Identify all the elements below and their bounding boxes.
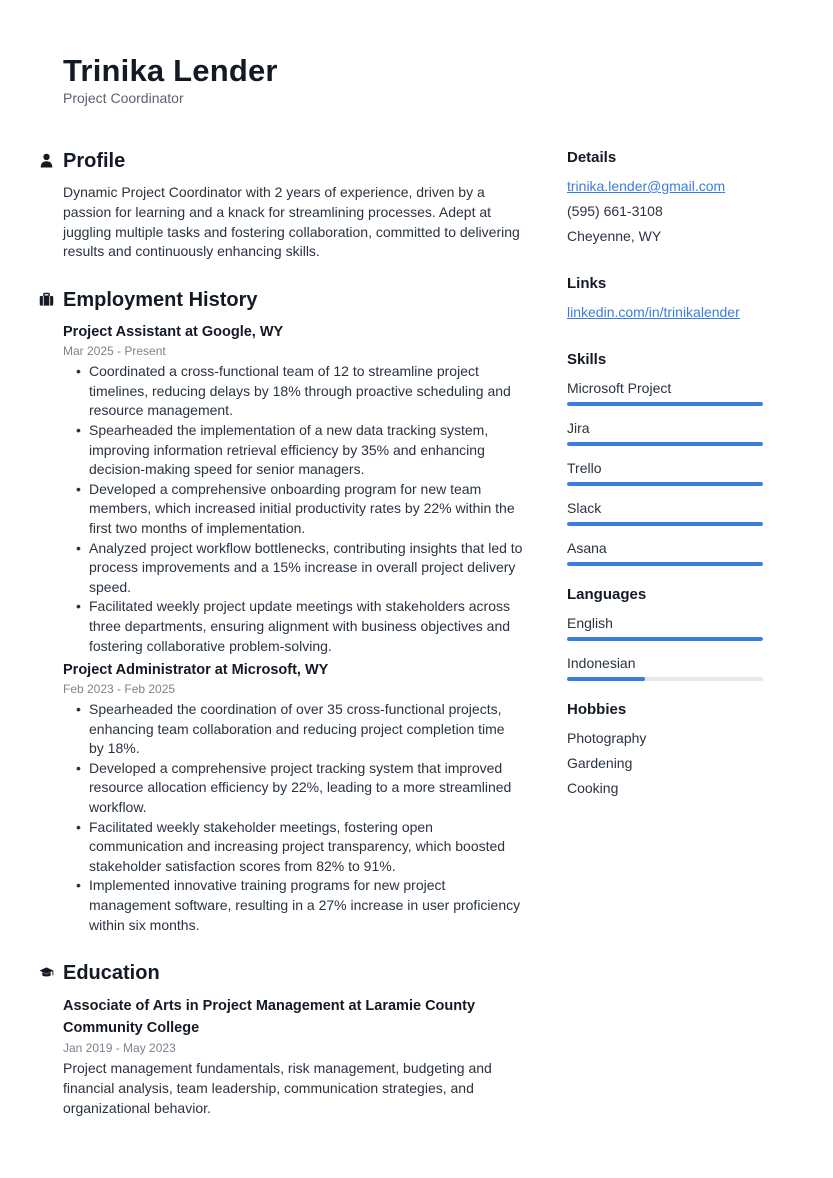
- skill-level-bar: [567, 562, 763, 566]
- location: Cheyenne, WY: [567, 228, 662, 244]
- language-level-bar: [567, 637, 763, 641]
- job-bullet: • Facilitated weekly stakeholder meetings, fostering open communication and increasing project transparency, which boosted stakeholder satisfaction scores from 82% to 91%.: [89, 818, 523, 877]
- skill-level-bar: [567, 442, 763, 446]
- links-section: [567, 273, 765, 325]
- skill-level-fill: [567, 442, 763, 446]
- education-section: [63, 959, 523, 1118]
- degree-title: Associate of Arts in Project Management at Laramie County Community College: [63, 998, 476, 1037]
- skill-level-bar: [567, 482, 763, 486]
- hobby-item: Photography: [567, 730, 647, 746]
- language-name: Indonesian: [567, 655, 636, 671]
- graduation-cap-icon: [39, 965, 54, 980]
- job-bullet: • Analyzed project workflow bottlenecks, contributing insights that led to process improvements and a 15% increase in overall project delivery speed.: [89, 539, 523, 598]
- hobby-item: Cooking: [567, 780, 619, 796]
- phone-number: (595) 661-3108: [567, 203, 663, 219]
- skills-list: [567, 376, 765, 566]
- job-bullet: • Coordinated a cross-functional team of 12 to streamline project timelines, reducing delays by 18% through proactive scheduling and resource management.: [89, 362, 523, 421]
- profile-section: [63, 147, 523, 262]
- main-column: [63, 147, 523, 1139]
- hobby-item: Gardening: [567, 755, 633, 771]
- details-title: Details: [567, 149, 617, 166]
- skill-item: [567, 496, 765, 526]
- job-entry: [63, 660, 523, 935]
- job-bullet: • Implemented innovative training programs for new project management software, resulting in a 27% increase in user proficiency within six months.: [89, 876, 523, 935]
- skill-item: [567, 536, 765, 566]
- job-bullet: • Facilitated weekly project update meetings with stakeholders across three departments, ensuring alignment with business objectives and fostering collaborative problem-solving.: [89, 597, 523, 656]
- person-icon: [39, 153, 54, 168]
- skill-level-fill: [567, 482, 763, 486]
- languages-section: [567, 584, 765, 681]
- job-dates: Feb 2023 - Feb 2025: [63, 682, 176, 697]
- skills-title: Skills: [567, 351, 607, 368]
- job-dates: Mar 2025 - Present: [63, 344, 166, 359]
- education-title: Education: [63, 962, 160, 985]
- job-title: Project Assistant at Google, WY: [63, 324, 284, 341]
- job-bullet: • Developed a comprehensive project tracking system that improved resource allocation efficiency by 22%, leading to a more streamlined workflow.: [89, 759, 523, 818]
- sidebar: [567, 147, 765, 825]
- skills-section: [567, 349, 765, 566]
- job-bullet: • Developed a comprehensive onboarding program for new team members, which increased initial productivity rates by 22% within the first two months of implementation.: [89, 480, 523, 539]
- languages-title: Languages: [567, 586, 647, 603]
- language-level-fill: [567, 677, 645, 681]
- email-link[interactable]: trinika.lender@gmail.com: [567, 178, 726, 194]
- language-item: [567, 651, 765, 681]
- skill-level-bar: [567, 522, 763, 526]
- skill-name: Jira: [567, 420, 590, 436]
- skill-item: [567, 376, 765, 406]
- job-bullet: • Spearheaded the implementation of a new data tracking system, improving information retrieval efficiency by 35% and enhancing decision-making speed for senior managers.: [89, 421, 523, 480]
- profile-title: Profile: [63, 150, 126, 172]
- job-bullets: [63, 362, 523, 656]
- languages-list: [567, 611, 765, 681]
- skill-level-fill: [567, 402, 763, 406]
- skill-name: Microsoft Project: [567, 380, 672, 396]
- job-bullet: • Spearheaded the coordination of over 35 cross-functional projects, enhancing team collaboration and reducing project completion time by 18%.: [89, 700, 523, 759]
- language-level-fill: [567, 637, 763, 641]
- skill-level-fill: [567, 562, 763, 566]
- job-title: Project Administrator at Microsoft, WY: [63, 662, 329, 679]
- candidate-name: Trinika Lender: [63, 53, 278, 88]
- briefcase-icon: [39, 292, 54, 307]
- employment-heading: [63, 286, 523, 314]
- hobbies-title: Hobbies: [567, 701, 627, 718]
- employment-section: [63, 286, 523, 935]
- language-level-bar: [567, 677, 763, 681]
- linkedin-link[interactable]: linkedin.com/in/trinikalender: [567, 304, 740, 320]
- links-title: Links: [567, 275, 607, 292]
- skill-level-bar: [567, 402, 763, 406]
- education-heading: [63, 959, 523, 987]
- job-entry: [63, 322, 523, 656]
- job-bullets: [63, 700, 523, 935]
- skill-name: Slack: [567, 500, 602, 516]
- skill-name: Asana: [567, 540, 607, 556]
- education-dates: Jan 2019 - May 2023: [63, 1041, 176, 1056]
- skill-level-fill: [567, 522, 763, 526]
- candidate-role: Project Coordinator: [63, 90, 184, 106]
- language-name: English: [567, 615, 613, 631]
- skill-name: Trello: [567, 460, 602, 476]
- employment-title: Employment History: [63, 289, 258, 312]
- profile-text: Dynamic Project Coordinator with 2 years of experience, driven by a passion for learning and a knack for streamlining processes. Adept at juggling multiple tasks and fostering collaboration, committed to delivering results and continuously enhancing skills.: [63, 184, 520, 260]
- skill-item: [567, 456, 765, 486]
- details-section: [567, 147, 765, 249]
- profile-heading: [63, 147, 523, 175]
- language-item: [567, 611, 765, 641]
- resume-header: [63, 53, 278, 106]
- skill-item: [567, 416, 765, 446]
- education-description: Project management fundamentals, risk management, budgeting and financial analysis, team leadership, communication strategies, and organizational behavior.: [63, 1060, 492, 1116]
- hobbies-section: [567, 699, 765, 801]
